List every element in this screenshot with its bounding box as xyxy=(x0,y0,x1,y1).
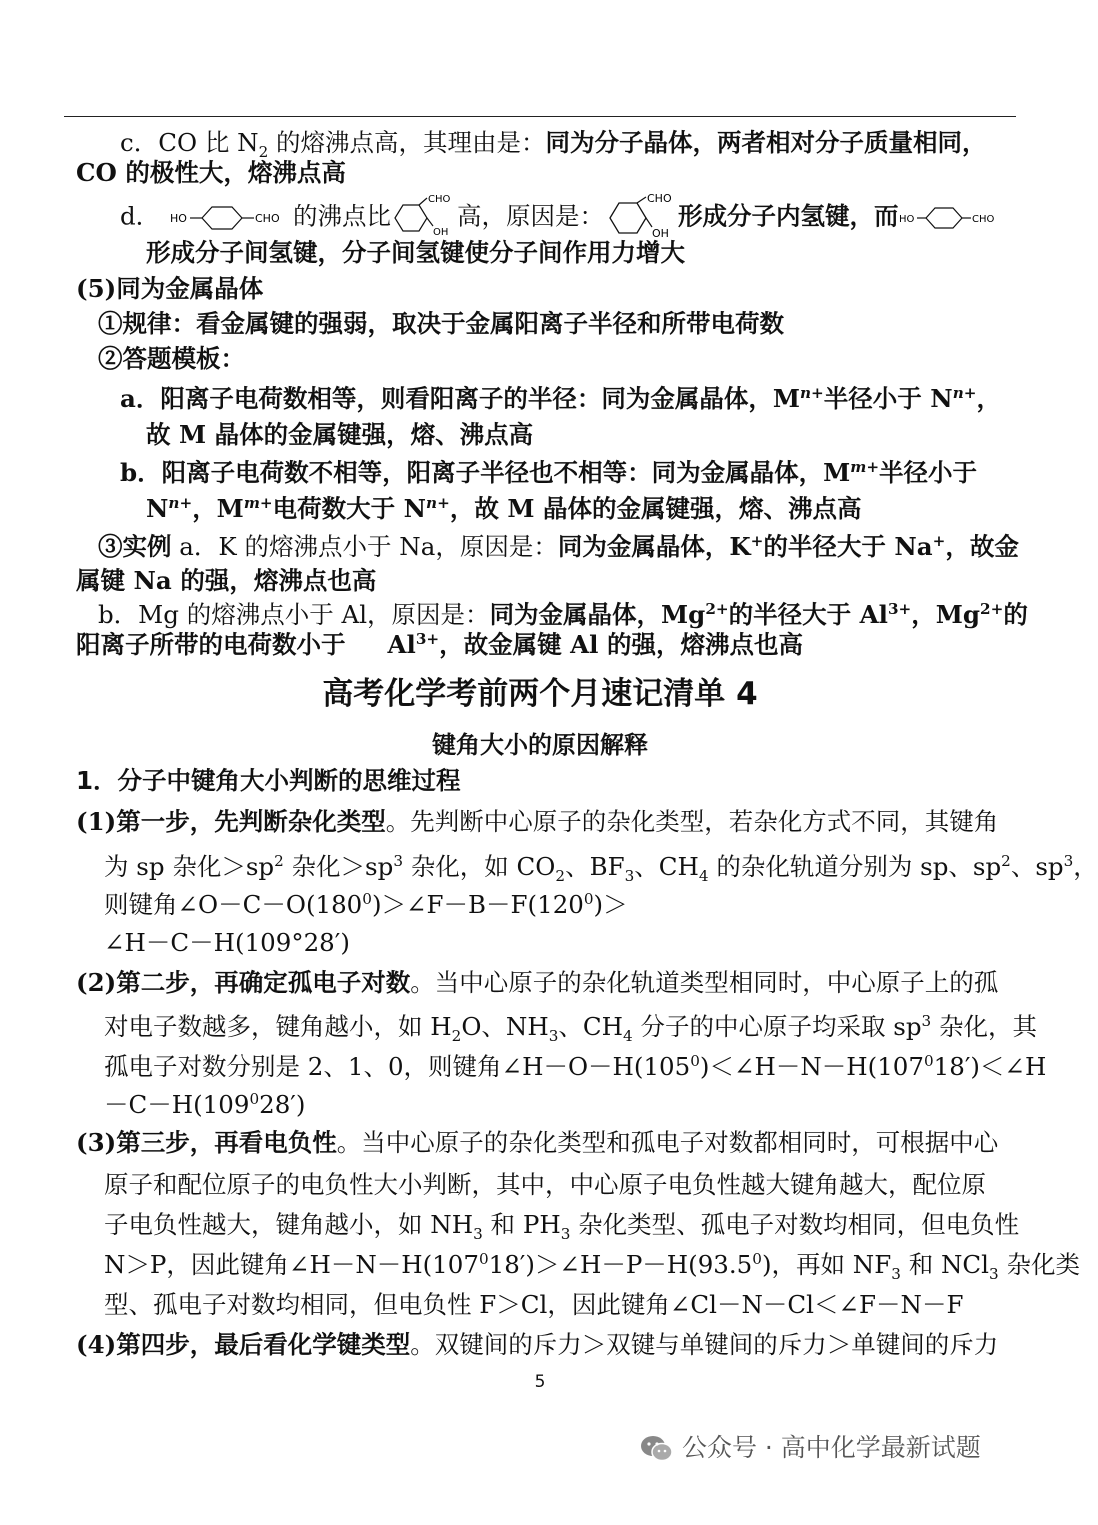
step2-line1: (2)第二步，再确定孤电子对数。当中心原子的杂化轨道类型相同时，中心原子上的孤 xyxy=(76,968,999,997)
svg-text:HO: HO xyxy=(899,214,915,225)
step3-line1: (3)第三步，再看电负性。当中心原子的杂化类型和孤电子对数都相同时，可根据中心 xyxy=(76,1128,999,1157)
metal-rule: ①规律：看金属键的强弱，取决于金属阳离子半径和所带电荷数 xyxy=(98,309,784,338)
metal-template-heading: ②答题模板： xyxy=(98,344,245,373)
metal-template-b2: $N^{n+}$，$M^{m+}$电荷数大于 $N^{n+}$，故 M 晶体的金属键强，熔、沸点高 xyxy=(146,493,862,523)
metal-heading: (5)同为金属晶体 xyxy=(76,274,264,303)
section-title: 高考化学考前两个月速记清单 4 xyxy=(322,676,758,712)
step2-line4: $-C-H(109^028')$ xyxy=(104,1089,306,1119)
svg-text:CHO: CHO xyxy=(254,212,280,225)
page-number: 5 xyxy=(534,1372,546,1392)
svg-text:CHO: CHO xyxy=(646,192,672,205)
svg-text:CHO: CHO xyxy=(972,214,995,225)
metal-template-a2: 故 M 晶体的金属键强，熔、沸点高 xyxy=(146,420,534,449)
step2-line3: 孤电子对数分别是 2、1、0，则键角$\angle H-O-H(105^0)<\angle H-N-H(107^018')<\angle H$ xyxy=(104,1051,1047,1081)
step3-line5: 型、孤电子对数均相同，但电负性 F＞Cl，因此键角∠Cl－N－Cl＜∠F－N－F xyxy=(104,1290,964,1319)
section-subtitle: 键角大小的原因解释 xyxy=(432,731,648,759)
item-d-line2: 形成分子间氢键，分子间氢键使分子间作用力增大 xyxy=(146,238,685,267)
metal-example-b2: 阳离子所带的电荷数小于 $Al^{3+}$，故金属键 Al 的强，熔沸点也高 xyxy=(76,629,803,659)
header-rule xyxy=(64,116,1016,117)
watermark: 公众号 · 高中化学最新试题 xyxy=(640,1428,981,1464)
metal-template-a1: a．阳离子电荷数相等，则看阳离子的半径：同为金属晶体，$M^{n+}$半径小于 $N^{n+}$， xyxy=(120,383,1001,413)
step4-line1: (4)第四步，最后看化学键类型。双键间的斥力＞双键与单键间的斥力＞单键间的斥力 xyxy=(76,1330,999,1359)
step1-line3: 则键角$\angle O-C-O(180^0)>\angle F-B-F(120^0)>$ xyxy=(104,889,628,919)
step2-line2: 对电子数越多，键角越小，如 $H_2O$、$NH_3$、$CH_4$ 分子的中心原子均采取 $sp^3$ 杂化，其 xyxy=(104,1011,1037,1045)
item-c-line1: c．CO 比 $N_2$ 的熔沸点高，其理由是：同为分子晶体，两者相对分子质量相同， xyxy=(120,128,987,161)
item-c-line2: CO 的极性大，熔沸点高 xyxy=(76,158,346,187)
step1-line4: ∠H－C－H(109°28′) xyxy=(104,928,350,957)
step1-line1: (1)第一步，先判断杂化类型。先判断中心原子的杂化类型，若杂化方式不同，其键角 xyxy=(76,807,999,836)
svg-text:OH: OH xyxy=(432,227,449,238)
step3-line2: 原子和配位原子的电负性大小判断，其中，中心原子电负性越大键角越大，配位原 xyxy=(104,1170,986,1199)
hydroxybenzaldehyde-ortho-structure-2 xyxy=(604,194,678,242)
step1-line2: 为 sp 杂化$>sp^2$ 杂化$>sp^3$ 杂化，如 $CO_2$、$BF_3$、$CH_4$ 的杂化轨道分别为 sp、$sp^2$、$sp^3$， xyxy=(104,851,1098,885)
hydroxybenzaldehyde-ortho-structure xyxy=(391,194,457,242)
svg-text:HO: HO xyxy=(169,212,187,225)
svg-text:CHO: CHO xyxy=(427,194,451,205)
metal-example-b1: b．Mg 的熔沸点小于 Al，原因是：同为金属晶体，$Mg^{2+}$的半径大于 $Al^{3+}$，$Mg^{2+}$的 xyxy=(98,599,1028,629)
item-d-line1: d． HO CHO 的沸点比 CHO OH 高，原因是： CHO OH 形成分子内氢键，而 HO CHO xyxy=(120,194,1004,242)
svg-text:OH: OH xyxy=(651,227,669,240)
metal-example-a2: 属键 Na 的强，熔沸点也高 xyxy=(76,566,377,595)
hydroxybenzaldehyde-para-structure xyxy=(168,201,293,235)
wechat-icon xyxy=(640,1434,674,1464)
metal-template-b1: b．阳离子电荷数不相等，阳离子半径也不相等：同为金属晶体，$M^{m+}$半径小于 xyxy=(120,457,978,487)
step3-line3: 子电负性越大，键角越小，如 $NH_3$ 和 $PH_3$ 杂化类型、孤电子对数均相同，但电负性 xyxy=(104,1210,1020,1243)
step3-line4: N＞P，因此键角$\angle H-N-H(107^018')>\angle H-P-H(93.5^0)$，再如 $NF_3$ 和 NCl$_3$ 杂化类 xyxy=(104,1249,1080,1283)
hydroxybenzaldehyde-para-structure-2 xyxy=(898,201,1004,235)
section-heading-1: 1．分子中键角大小判断的思维过程 xyxy=(76,766,461,795)
metal-example-a1: ③实例 a．K 的熔沸点小于 Na，原因是：同为金属晶体，K+的半径大于 Na+，故金 xyxy=(98,531,1019,561)
